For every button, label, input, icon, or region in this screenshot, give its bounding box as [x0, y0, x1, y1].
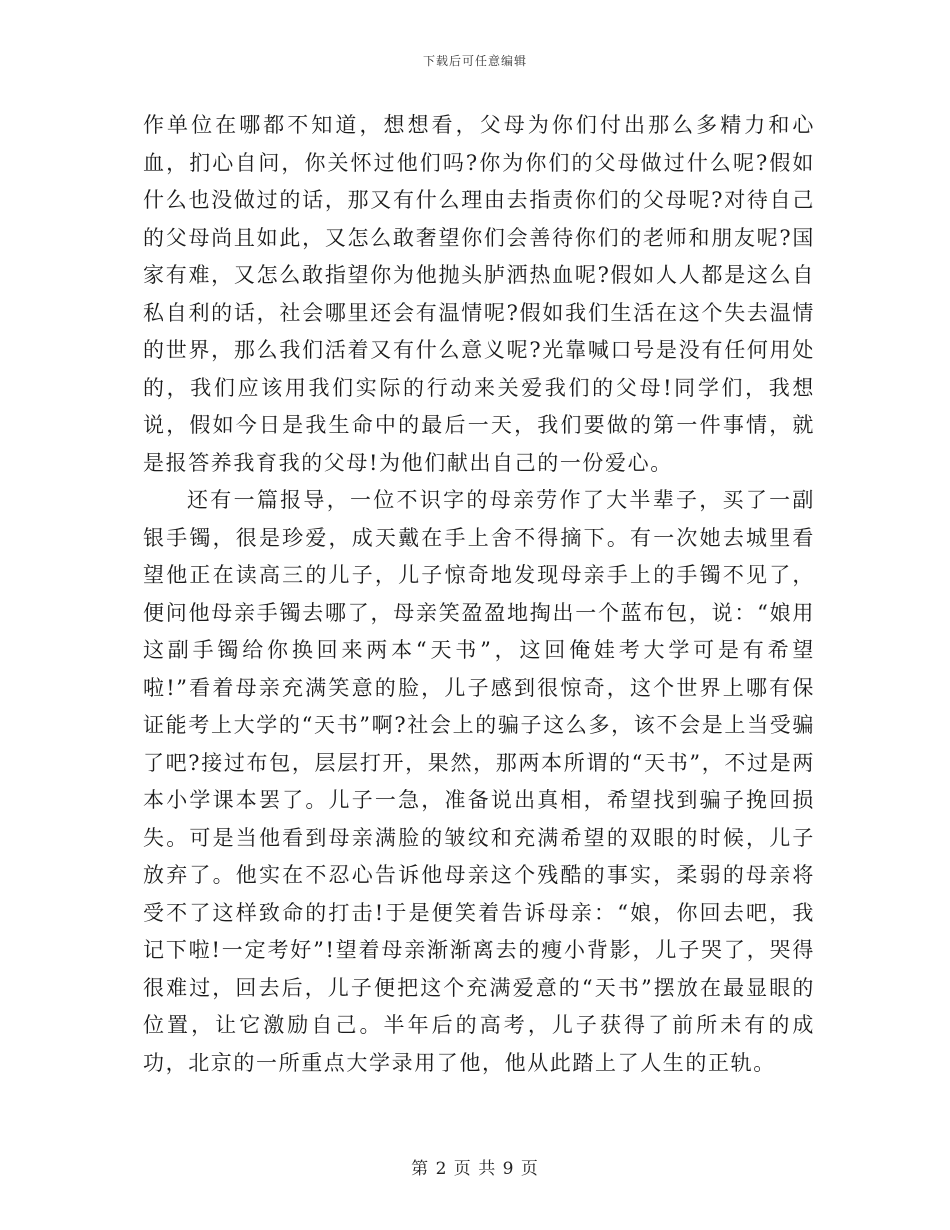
paragraph-2: 还有一篇报导，一位不识字的母亲劳作了大半辈子，买了一副银手镯，很是珍爱，成天戴在手上舍不得摘下。有一次她去城里看望他正在读高三的儿子，儿子惊奇地发现母亲手上的手镯不见了，便问他母亲手镯去哪了，母亲笑盈盈地掏出一个蓝布包，说：“娘用这副手镯给你换回来两本“天书”，这回俺娃考大学可是有希望啦!”看着母亲充满笑意的脸，儿子感到很惊奇，这个世界上哪有保证能考上大学的“天书”啊?社会上的骗子这么多，该不会是上当受骗了吧?接过布包，层层打开，果然，那两本所谓的“天书”，不过是两本小学课本罢了。儿子一急，准备说出真相，希望找到骗子挽回损失。可是当他看到母亲满脸的皱纹和充满希望的双眼的时候，儿子放弃了。他实在不忍心告诉他母亲这个残酷的事实，柔弱的母亲将受不了这样致命的打击!于是便笑着告诉母亲：“娘，你回去吧，我记下啦!一定考好”!望着母亲渐渐离去的瘦小背影，儿子哭了，哭得很难过，回去后，儿子便把这个充满爱意的“天书”摆放在最显眼的位置，让它激励自己。半年后的高考，儿子获得了前所未有的成功，北京的一所重点大学录用了他，他从此踏上了人生的正轨。 [143, 488, 815, 1075]
document-body [143, 107, 815, 1082]
page-number-footer: 第 2 页 共 9 页 [411, 1159, 539, 1179]
page-header: 下载后可任意编辑 [422, 54, 527, 68]
paragraph-1: 作单位在哪都不知道，想想看，父母为你们付出那么多精力和心血，扪心自问，你关怀过他们吗?你为你们的父母做过什么呢?假如什么也没做过的话，那又有什么理由去指责你们的父母呢?对待自己的父母尚且如此，又怎么敢奢望你们会善待你们的老师和朋友呢?国家有难，又怎么敢指望你为他抛头胪洒热血呢?假如人人都是这么自私自利的话，社会哪里还会有温情呢?假如我们生活在这个失去温情的世界，那么我们活着又有什么意义呢?光靠喊口号是没有任何用处的，我们应该用我们实际的行动来关爱我们的父母!同学们，我想说，假如今日是我生命中的最后一天，我们要做的第一件事情，就是报答养我育我的父母!为他们献出自己的一份爱心。 [143, 113, 815, 475]
